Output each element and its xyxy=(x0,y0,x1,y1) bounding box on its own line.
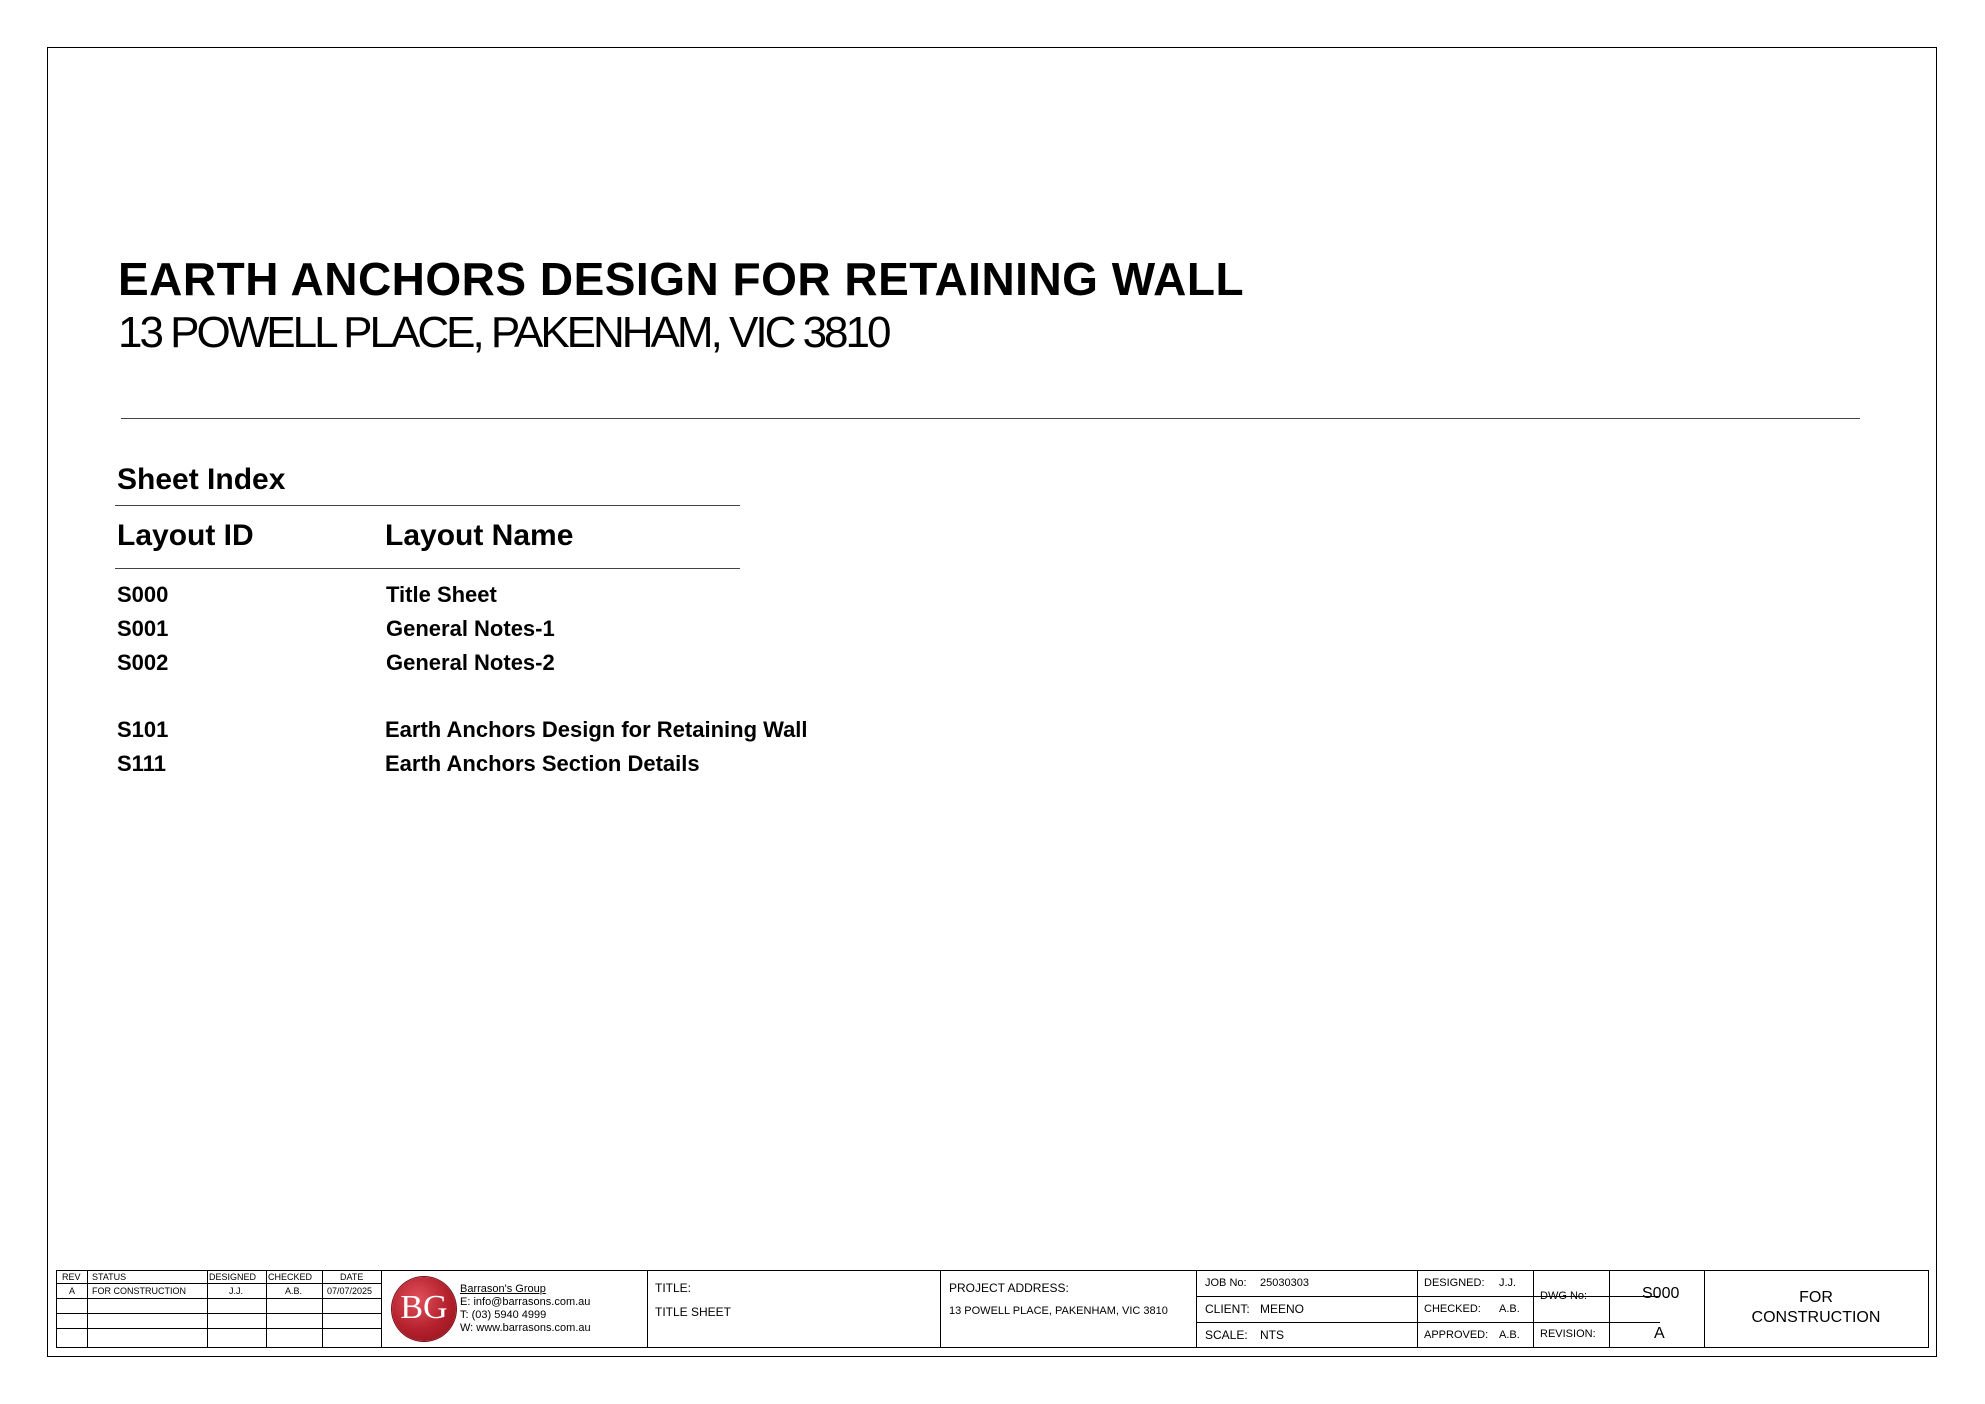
dwg-label: DWG No: xyxy=(1540,1290,1588,1302)
sheet-row-id: S001 xyxy=(117,616,169,641)
sheet-index-rule-bottom xyxy=(115,568,740,569)
drawing-frame xyxy=(47,47,1937,1357)
rev-value: A xyxy=(69,1286,76,1296)
rev-grid-line xyxy=(381,1271,382,1347)
sheet-row-name: Title Sheet xyxy=(386,582,497,607)
title-label: TITLE: xyxy=(655,1281,692,1295)
company-logo xyxy=(392,1277,456,1341)
company-name: Barrason's Group xyxy=(460,1283,546,1295)
company-email: E: info@barrasons.com.au xyxy=(460,1296,591,1308)
sheet-row-id: S002 xyxy=(117,650,169,675)
dwg-value: S000 xyxy=(1642,1285,1680,1302)
checked-label: CHECKED: xyxy=(1424,1303,1481,1315)
sheet-row-name: Earth Anchors Design for Retaining Wall xyxy=(385,717,808,742)
scale-label: SCALE: xyxy=(1205,1328,1248,1342)
layout-name-header: Layout Name xyxy=(385,519,574,552)
title-value: TITLE SHEET xyxy=(655,1305,732,1319)
approved-label: APPROVED: xyxy=(1424,1329,1489,1341)
client-label: CLIENT: xyxy=(1205,1302,1250,1316)
sheet-row-id: S101 xyxy=(117,717,169,742)
company-phone: T: (03) 5940 4999 xyxy=(460,1309,547,1321)
tb-divider xyxy=(1196,1322,1660,1323)
status-value: FOR CONSTRUCTION xyxy=(92,1286,186,1296)
checked-value: A.B. xyxy=(1499,1303,1520,1315)
project-address-value: 13 POWELL PLACE, PAKENHAM, VIC 3810 xyxy=(949,1305,1168,1317)
tb-divider xyxy=(940,1271,941,1347)
job-value: 25030303 xyxy=(1260,1277,1309,1289)
heading-divider xyxy=(121,418,1860,419)
tb-divider xyxy=(1609,1271,1610,1347)
designed-label: DESIGNED: xyxy=(1424,1277,1485,1289)
rev-grid-line xyxy=(57,1298,381,1299)
sheet-index-rule-top xyxy=(115,505,740,506)
project-address-heading: 13 POWELL PLACE, PAKENHAM, VIC 3810 xyxy=(118,308,889,357)
date-value: 07/07/2025 xyxy=(327,1286,373,1296)
company-web: W: www.barrasons.com.au xyxy=(460,1322,591,1334)
sheet-row-id: S111 xyxy=(117,751,166,776)
checked-header: CHECKED xyxy=(268,1272,313,1282)
designed-value: J.J. xyxy=(1499,1277,1517,1289)
sheet-row-name: General Notes-1 xyxy=(386,616,555,641)
rev-grid-line xyxy=(57,1328,381,1329)
revision-value: A xyxy=(1654,1325,1665,1342)
rev-header: REV xyxy=(62,1272,81,1282)
tb-divider xyxy=(1417,1271,1418,1347)
approved-value: A.B. xyxy=(1499,1329,1520,1341)
rev-grid-line xyxy=(57,1283,381,1284)
client-value: MEENO xyxy=(1260,1302,1305,1316)
status-stamp-line2: CONSTRUCTION xyxy=(1751,1309,1881,1326)
tb-divider xyxy=(1196,1271,1197,1347)
logo-text: BG xyxy=(400,1289,448,1326)
designed-value: J.J. xyxy=(229,1286,244,1296)
rev-grid-line xyxy=(57,1313,381,1314)
project-address-label: PROJECT ADDRESS: xyxy=(949,1281,1069,1295)
sheet-row-id: S000 xyxy=(117,582,169,607)
tb-divider xyxy=(647,1271,648,1347)
tb-divider xyxy=(1196,1296,1660,1297)
status-header: STATUS xyxy=(92,1272,127,1282)
job-label: JOB No: xyxy=(1205,1277,1247,1289)
tb-divider xyxy=(1533,1271,1534,1347)
status-stamp-line1: FOR xyxy=(1799,1289,1833,1306)
date-header: DATE xyxy=(340,1272,364,1282)
checked-value: A.B. xyxy=(285,1286,303,1296)
revision-label: REVISION: xyxy=(1540,1328,1596,1340)
sheet-row-name: Earth Anchors Section Details xyxy=(385,751,700,776)
title-block xyxy=(56,1270,1929,1348)
designed-header: DESIGNED xyxy=(209,1272,257,1282)
sheet-row-name: General Notes-2 xyxy=(386,650,555,675)
layout-id-header: Layout ID xyxy=(117,519,254,552)
scale-value: NTS xyxy=(1260,1328,1284,1342)
sheet-index-title: Sheet Index xyxy=(117,463,286,496)
drawing-title: EARTH ANCHORS DESIGN FOR RETAINING WALL xyxy=(118,253,1245,305)
